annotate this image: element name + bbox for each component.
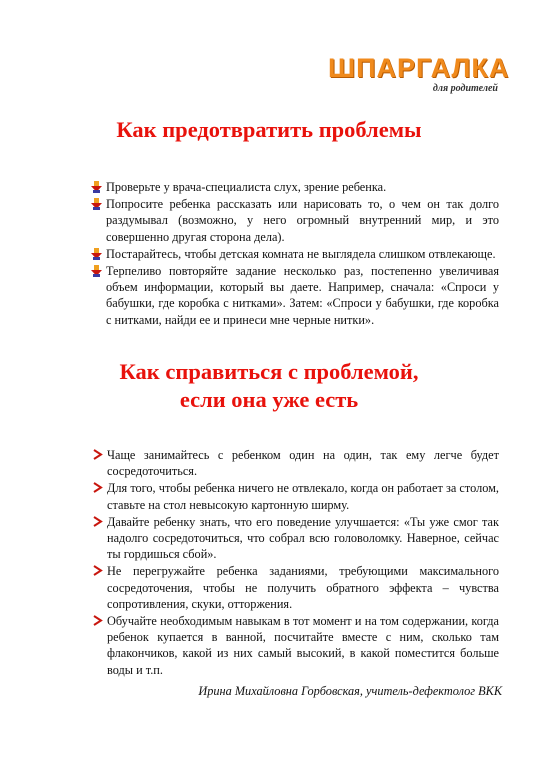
- arrow-down-icon: [91, 248, 102, 260]
- logo: [328, 52, 510, 102]
- arrow-right-icon: [92, 614, 103, 627]
- list-item-text: Не перегружайте ребенка заданиями, требующими максимального сосредоточения, чтобы не получить обратного эффекта – чувства сопротивления, скуки, отторжения.: [107, 564, 499, 611]
- list-item-text: Обучайте необходимым навыкам в тот момент и на том содержании, когда ребенок купается в ванной, посчитайте вместе с ним, сколько там флакончиков, какой из них самый высокий, в какой поместится больше воды и т.п.: [107, 614, 499, 677]
- list-item-text: Проверьте у врача-специалиста слух, зрение ребенка.: [106, 180, 387, 194]
- list-item: [91, 179, 499, 195]
- list-item: [92, 514, 499, 563]
- logo-subtitle: для родителей: [432, 83, 498, 94]
- list-item: [92, 563, 499, 612]
- list-item-text: Терпеливо повторяйте задание несколько раз, постепенно увеличивая объем информации, который вы даете. Например, сначала: «Спроси у бабушки, где коробка с нитками». Затем: «Спроси у бабушки, где коробка с нитками, найди ее и принеси мне черные нитки».: [106, 264, 499, 327]
- coping-list: [92, 447, 499, 679]
- prevention-list: [91, 179, 499, 329]
- list-item-text: Чаще занимайтесь с ребенком один на один, так ему легче будет сосредоточиться.: [107, 448, 499, 479]
- author-signature: Ирина Михайловна Горбовская, учитель-дефектолог ВКК: [198, 684, 502, 698]
- list-item-text: Попросите ребенка рассказать или нарисовать то, о чем он так долго раздумывал (возможно, у него огромный внутренний мир, и это совершенно другая сторона дела).: [106, 197, 499, 244]
- arrow-right-icon: [92, 481, 103, 494]
- list-item: [92, 447, 499, 479]
- list-item: [91, 246, 499, 262]
- section2-title: [0, 358, 538, 414]
- logo-wordmark: ШПАРГАЛКА: [328, 53, 510, 83]
- list-item: [92, 613, 499, 678]
- arrow-right-icon: [92, 515, 103, 528]
- list-item: [91, 196, 499, 245]
- section1-title: Как предотвратить проблемы: [116, 117, 422, 142]
- list-item-text: Давайте ребенку знать, что его поведение улучшается: «Ты уже смог так надолго сосредоточиться, что собрал всю головоломку. Наверное, сейчас ты гордишься сбой».: [107, 514, 499, 562]
- arrow-down-icon: [91, 265, 102, 277]
- list-item-text: Постарайтесь, чтобы детская комната не выглядела слишком отвлекающе.: [106, 246, 496, 261]
- list-item-text: Для того, чтобы ребенка ничего не отвлекало, когда он работает за столом, ставьте на стол невысокую картонную ширму.: [107, 481, 499, 512]
- arrow-right-icon: [92, 448, 103, 461]
- list-item: [91, 263, 499, 328]
- arrow-down-icon: [91, 181, 102, 193]
- list-item: [92, 480, 499, 512]
- section2-title-line2: если она уже есть: [179, 387, 359, 412]
- arrow-down-icon: [91, 198, 102, 210]
- arrow-right-icon: [92, 564, 103, 577]
- section2-title-line1: Как справиться с проблемой,: [119, 359, 419, 384]
